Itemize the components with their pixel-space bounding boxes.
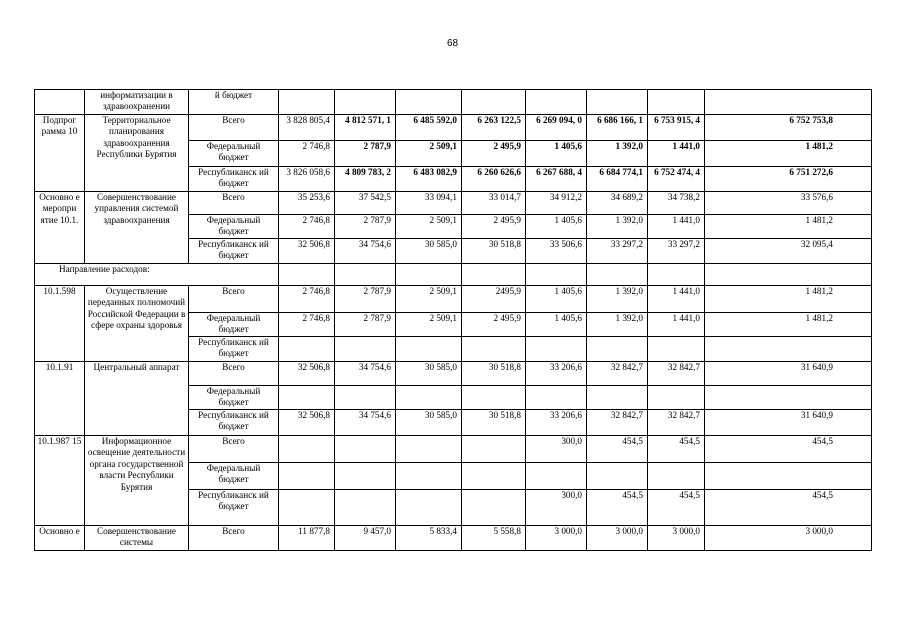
value-cell [335, 490, 396, 526]
value-cell: 32 506,8 [279, 410, 335, 436]
value-cell [462, 90, 526, 115]
value-cell [705, 463, 872, 490]
value-cell [648, 90, 705, 115]
value-cell: 2 746,8 [279, 313, 335, 337]
value-cell: 33 206,6 [526, 410, 587, 436]
source-cell: Республиканск ий бюджет [189, 490, 279, 526]
empty-cell [462, 264, 526, 286]
value-cell [462, 463, 526, 490]
value-cell: 6 753 915, 4 [648, 115, 705, 141]
value-cell [705, 337, 872, 362]
table-row [35, 90, 872, 115]
name-cell: Информационное освещение деятельности органа государственной власти Республики Бурятия [85, 436, 189, 526]
value-cell [279, 490, 335, 526]
value-cell: 2 787,9 [335, 286, 396, 313]
value-cell: 454,5 [587, 490, 648, 526]
source-cell: Республиканск ий бюджет [189, 410, 279, 436]
value-cell: 32 842,7 [648, 410, 705, 436]
table-row [35, 264, 872, 286]
value-cell: 32 506,8 [279, 362, 335, 386]
value-cell: 33 506,6 [526, 239, 587, 264]
source-cell: Всего [189, 436, 279, 463]
value-cell [279, 337, 335, 362]
value-cell: 1 441,0 [648, 286, 705, 313]
value-cell: 1 481,2 [705, 286, 872, 313]
value-cell [462, 490, 526, 526]
value-cell: 11 877,8 [279, 526, 335, 551]
empty-cell [526, 264, 587, 286]
value-cell [462, 337, 526, 362]
value-cell: 31 640,9 [705, 362, 872, 386]
empty-cell [279, 264, 335, 286]
value-cell: 9 457,0 [335, 526, 396, 551]
value-cell [526, 386, 587, 410]
value-cell [587, 386, 648, 410]
value-cell: 34 754,6 [335, 410, 396, 436]
source-cell: Республиканск ий бюджет [189, 239, 279, 264]
name-cell: Осуществление переданных полномочий Российской Федерации в сфере охраны здоровья [85, 286, 189, 362]
value-cell: 300,0 [526, 490, 587, 526]
source-cell: Республиканск ий бюджет [189, 337, 279, 362]
value-cell: 2 509,1 [396, 141, 462, 167]
code-cell: 10.1.91 [35, 362, 85, 436]
value-cell: 2 787,9 [335, 141, 396, 167]
value-cell: 33 297,2 [587, 239, 648, 264]
value-cell: 3 826 058,6 [279, 167, 335, 192]
value-cell: 34 754,6 [335, 362, 396, 386]
value-cell: 1 405,6 [526, 313, 587, 337]
value-cell: 3 000,0 [587, 526, 648, 551]
value-cell: 1 405,6 [526, 286, 587, 313]
value-cell: 1 481,2 [705, 215, 872, 239]
value-cell: 2 746,8 [279, 215, 335, 239]
value-cell: 6 752 753,8 [705, 115, 872, 141]
value-cell: 454,5 [705, 490, 872, 526]
value-cell [335, 436, 396, 463]
value-cell: 454,5 [648, 436, 705, 463]
value-cell: 1 392,0 [587, 141, 648, 167]
code-cell: Основно е [35, 526, 85, 551]
source-cell: Федеральный бюджет [189, 313, 279, 337]
value-cell: 1 481,2 [705, 141, 872, 167]
value-cell: 34 912,2 [526, 192, 587, 215]
name-cell: Центральный аппарат [85, 362, 189, 436]
value-cell: 2495,9 [462, 286, 526, 313]
value-cell: 5 833,4 [396, 526, 462, 551]
value-cell: 33 014,7 [462, 192, 526, 215]
value-cell: 1 405,6 [526, 215, 587, 239]
value-cell [279, 386, 335, 410]
source-cell: Федеральный бюджет [189, 386, 279, 410]
value-cell [648, 386, 705, 410]
value-cell: 1 392,0 [587, 313, 648, 337]
value-cell: 1 441,0 [648, 313, 705, 337]
value-cell: 32 842,7 [648, 362, 705, 386]
value-cell: 1 481,2 [705, 313, 872, 337]
value-cell: 30 518,8 [462, 410, 526, 436]
value-cell: 6 267 688, 4 [526, 167, 587, 192]
source-cell: Республиканск ий бюджет [189, 167, 279, 192]
source-cell: Всего [189, 286, 279, 313]
value-cell: 2 746,8 [279, 286, 335, 313]
value-cell: 30 585,0 [396, 239, 462, 264]
page-number: 68 [446, 38, 459, 49]
value-cell: 34 689,2 [587, 192, 648, 215]
value-cell: 30 518,8 [462, 362, 526, 386]
name-cell: Территориальное планирования здравоохранения Республики Бурятия [85, 115, 189, 192]
value-cell [335, 90, 396, 115]
table-row [35, 192, 872, 215]
value-cell: 34 738,2 [648, 192, 705, 215]
value-cell: 33 297,2 [648, 239, 705, 264]
name-cell: информатизации в здравоохранении [85, 90, 189, 115]
value-cell [335, 386, 396, 410]
value-cell: 2 509,1 [396, 215, 462, 239]
value-cell: 32 095,4 [705, 239, 872, 264]
source-cell: Всего [189, 115, 279, 141]
empty-cell [587, 264, 648, 286]
value-cell: 3 828 805,4 [279, 115, 335, 141]
value-cell: 300,0 [526, 436, 587, 463]
value-cell [279, 436, 335, 463]
value-cell [587, 90, 648, 115]
value-cell [335, 463, 396, 490]
value-cell [705, 90, 872, 115]
value-cell: 31 640,9 [705, 410, 872, 436]
value-cell: 6 752 474, 4 [648, 167, 705, 192]
value-cell [396, 463, 462, 490]
value-cell [396, 386, 462, 410]
code-cell: 10.1.598 [35, 286, 85, 362]
value-cell [705, 386, 872, 410]
direction-label: Направление расходов: [35, 264, 279, 286]
source-cell: Федеральный бюджет [189, 215, 279, 239]
table-row [35, 286, 872, 313]
value-cell: 35 253,6 [279, 192, 335, 215]
value-cell [279, 463, 335, 490]
empty-cell [648, 264, 705, 286]
empty-cell [705, 264, 872, 286]
value-cell: 1 392,0 [587, 286, 648, 313]
source-cell: Федеральный бюджет [189, 463, 279, 490]
table-row [35, 436, 872, 463]
value-cell [526, 463, 587, 490]
value-cell [279, 90, 335, 115]
code-cell: Основно е меропри ятие 10.1. [35, 192, 85, 264]
empty-cell [335, 264, 396, 286]
value-cell [396, 337, 462, 362]
value-cell [648, 337, 705, 362]
value-cell [396, 490, 462, 526]
code-cell: 10.1.987 15 [35, 436, 85, 526]
value-cell: 6 684 774,1 [587, 167, 648, 192]
value-cell: 2 495,9 [462, 141, 526, 167]
value-cell: 3 000,0 [526, 526, 587, 551]
source-cell: Всего [189, 362, 279, 386]
value-cell: 2 746,8 [279, 141, 335, 167]
table-row [35, 526, 872, 551]
code-cell: Подпрог рамма 10 [35, 115, 85, 192]
table-row [35, 115, 872, 141]
value-cell: 32 506,8 [279, 239, 335, 264]
value-cell: 2 495,9 [462, 215, 526, 239]
value-cell [648, 463, 705, 490]
value-cell [526, 90, 587, 115]
value-cell [335, 337, 396, 362]
value-cell: 32 842,7 [587, 362, 648, 386]
value-cell: 1 441,0 [648, 215, 705, 239]
value-cell: 30 585,0 [396, 410, 462, 436]
source-cell: Всего [189, 526, 279, 551]
value-cell: 1 392,0 [587, 215, 648, 239]
value-cell [526, 337, 587, 362]
value-cell: 6 751 272,6 [705, 167, 872, 192]
value-cell [587, 337, 648, 362]
value-cell: 1 405,6 [526, 141, 587, 167]
budget-table [34, 89, 872, 551]
value-cell: 6 263 122,5 [462, 115, 526, 141]
value-cell: 4 812 571, 1 [335, 115, 396, 141]
value-cell: 33 576,6 [705, 192, 872, 215]
value-cell: 454,5 [648, 490, 705, 526]
value-cell [462, 436, 526, 463]
name-cell: Совершенствование управления системой здравоохранения [85, 192, 189, 264]
value-cell: 2 509,1 [396, 313, 462, 337]
value-cell [396, 436, 462, 463]
value-cell: 6 269 094, 0 [526, 115, 587, 141]
value-cell [396, 90, 462, 115]
source-cell: Федеральный бюджет [189, 141, 279, 167]
value-cell [462, 386, 526, 410]
value-cell: 2 787,9 [335, 215, 396, 239]
value-cell: 6 260 626,6 [462, 167, 526, 192]
value-cell: 5 558,8 [462, 526, 526, 551]
value-cell: 6 485 592,0 [396, 115, 462, 141]
value-cell: 32 842,7 [587, 410, 648, 436]
value-cell: 454,5 [587, 436, 648, 463]
value-cell: 3 000,0 [648, 526, 705, 551]
value-cell: 3 000,0 [705, 526, 872, 551]
value-cell: 2 495,9 [462, 313, 526, 337]
empty-cell [396, 264, 462, 286]
value-cell: 37 542,5 [335, 192, 396, 215]
value-cell: 4 809 783, 2 [335, 167, 396, 192]
source-cell: й бюджет [189, 90, 279, 115]
value-cell: 454,5 [705, 436, 872, 463]
value-cell: 2 509,1 [396, 286, 462, 313]
value-cell: 30 585,0 [396, 362, 462, 386]
code-cell [35, 90, 85, 115]
source-cell: Всего [189, 192, 279, 215]
value-cell: 33 206,6 [526, 362, 587, 386]
value-cell: 6 686 166, 1 [587, 115, 648, 141]
value-cell: 6 483 082,9 [396, 167, 462, 192]
value-cell: 30 518,8 [462, 239, 526, 264]
name-cell: Совершенствование системы [85, 526, 189, 551]
value-cell: 2 787,9 [335, 313, 396, 337]
value-cell: 33 094,1 [396, 192, 462, 215]
value-cell: 1 441,0 [648, 141, 705, 167]
value-cell [587, 463, 648, 490]
table-row [35, 362, 872, 386]
value-cell: 34 754,6 [335, 239, 396, 264]
